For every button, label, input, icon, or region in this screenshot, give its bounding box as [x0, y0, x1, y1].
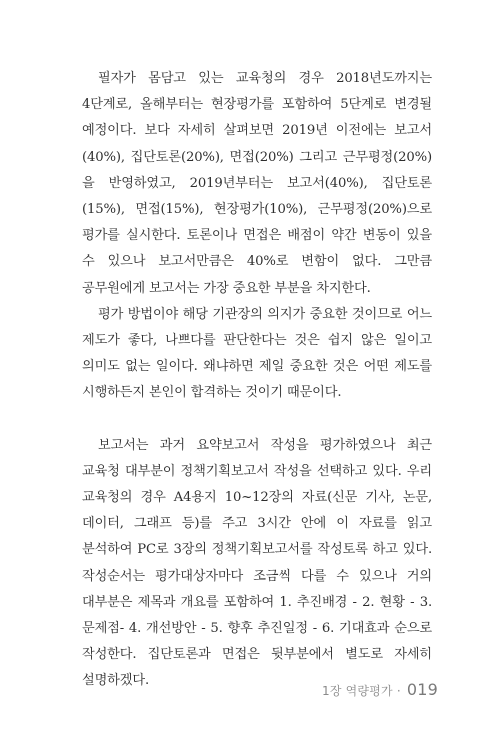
chapter-label: 1장 역량평가 · [322, 684, 401, 698]
paragraph: 필자가 몸담고 있는 교육청의 경우 2018년도까지는 4단계로, 올해부터는 현장평가를 포함하여 5단계로 변경될 예정이다. 보다 자세히 살펴보면 2019년 이전에는 보고서(40%), 집단토론(20%), 면접(20%) 그리고 근무평정(20%)을 반영하였고, 2019년부터는 보고서(40%), 집단토론(15%), 면접(15%), 현장평가(10%), 근무평정(20%)으로 평가를 실시한다. 토론이나 면접은 배점이 약간 변동이 있을 수 있으나 보고서만큼은 40%로 변함이 없다. 그만큼 공무원에게 보고서는 가장 중요한 부분을 차지한다. [82, 71, 432, 296]
paragraph: 평가 방법이야 해당 기관장의 의지가 중요한 것이므로 어느 제도가 좋다, 나쁘다를 판단한다는 것은 쉽지 않은 일이고 의미도 없는 일이다. 왜냐하면 제일 중요한 것은 어떤 제도를 시행하든지 본인이 합격하는 것이기 때문이다. [82, 306, 432, 401]
paragraph: 보고서는 과거 요약보고서 작성을 평가하였으나 최근 교육청 대부분이 정책기획보고서 작성을 선택하고 있다. 우리 교육청의 경우 A4용지 10~12장의 자료(신문 기사, 논문, 데이터, 그래프 등)를 주고 3시간 안에 이 자료를 읽고 분석하여 PC로 3장의 정책기획보고서를 작성토록 하고 있다. 작성순서는 평가대상자마다 조금씩 다를 수 있으나 거의 대부분은 제목과 개요를 포함하여 1. 추진배경 - 2. 현황 - 3. 문제점- 4. 개선방안 - 5. 향후 추진일정 - 6. 기대효과 순으로 작성한다. 집단토론과 면접은 뒷부분에서 별도로 자세히 설명하겠다. [82, 437, 432, 689]
body-text [82, 66, 432, 695]
page-footer [322, 680, 438, 699]
page-number: 019 [406, 680, 438, 699]
